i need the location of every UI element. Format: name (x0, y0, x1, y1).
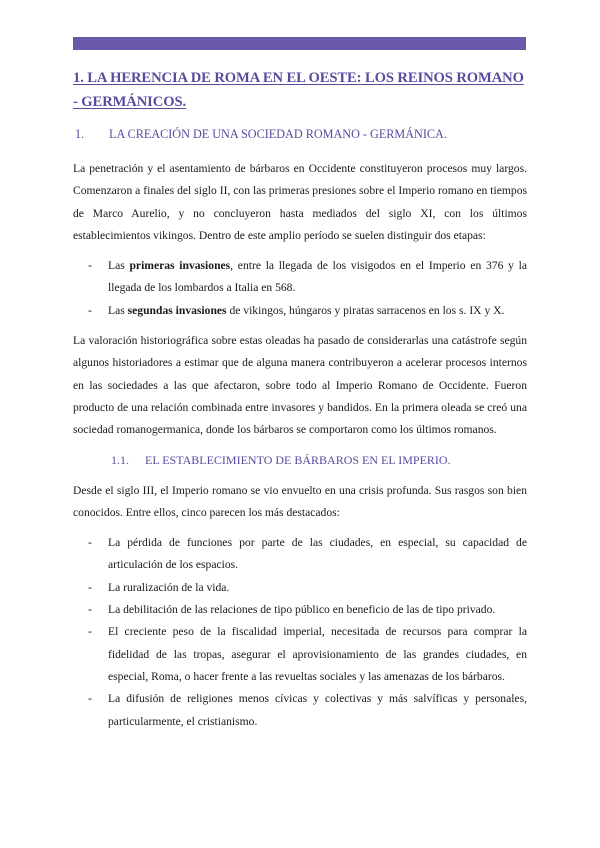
list-dash: - (88, 259, 92, 273)
list-item-text: La pérdida de funciones por parte de las ciudades, en especial, su capacidad de articulación de los espacios. (108, 536, 527, 572)
subsection-number: 1.1. (111, 452, 129, 467)
list-item (73, 688, 527, 733)
list-item-text: La debilitación de las relaciones de tipo público en beneficio de las de tipo privado. (108, 603, 496, 617)
list-dash: - (88, 625, 92, 639)
list-dash: - (88, 580, 92, 594)
list-item (73, 621, 527, 688)
document-page (73, 66, 527, 741)
list-dash: - (88, 303, 92, 317)
subsection-heading (73, 450, 527, 470)
list-item-text: El creciente peso de la fiscalidad imperial, necesitada de recursos para comprar la fidelidad de las tropas, asegurar el aprovisionamiento de las grandes ciudades, en especial, Roma, o hacer frente a las revueltas sociales y las amenazas de los bárbaros. (108, 625, 527, 683)
paragraph-crisis: Desde el siglo III, el Imperio romano se vio envuelto en una crisis profunda. Sus rasgos son bien conocidos. Entre ellos, cinco parecen los más destacados: (73, 483, 527, 519)
section-heading (73, 124, 527, 144)
list-item-text: , entre la llegada de los visigodos en el Imperio en 376 y la llegada de los lombardos a Italia en 568. (108, 259, 527, 295)
list-item (73, 255, 527, 300)
list-item (73, 577, 527, 599)
list-dash: - (88, 603, 92, 617)
list-item-bold: segundas invasiones (127, 303, 227, 317)
paragraph-intro: La penetración y el asentamiento de bárbaros en Occidente constituyeron procesos muy largos. Comenzaron a finales del siglo II, con las primeras presiones sobre el Imperio romano en tiempos de Marco Aurelio, y no concluyeron hasta mediados del siglo XI, con los últimos establecimientos vikingos. Dentro de este amplio período se suelen distinguir dos etapas: (73, 162, 527, 242)
list-item (73, 599, 527, 621)
features-list (73, 532, 527, 733)
list-item-text: La difusión de religiones menos cívicas y colectivas y más salvíficas y personales, particularmente, el cristianismo. (108, 692, 527, 728)
list-item (73, 300, 527, 322)
stages-list (73, 255, 527, 322)
subsection-title: EL ESTABLECIMIENTO DE BÁRBAROS EN EL IMPERIO. (145, 452, 451, 467)
section-title: LA CREACIÓN DE UNA SOCIEDAD ROMANO - GERMÁNICA. (109, 127, 447, 141)
list-item-text: Las (108, 259, 130, 273)
list-dash: - (88, 692, 92, 706)
paragraph-historiography: La valoración historiográfica sobre estas oleadas ha pasado de considerarlas una catástrofe según algunos historiadores a estimar que de alguna manera contribuyeron a acelerar procesos internos en las sociedades a las que afectaron, sobre todo al Imperio Romano de Occidente. Fueron producto de una relación combinada entre invasores y bandidos. En la primera oleada se creó una sociedad romanogermanica, donde los bárbaros se comportaron como los últimos romanos. (73, 334, 527, 437)
list-item-text: de vikingos, húngaros y piratas sarracenos en los s. IX y X. (226, 303, 505, 317)
list-item-bold: primeras invasiones (129, 259, 231, 273)
document-title: 1. LA HERENCIA DE ROMA EN EL OESTE: LOS REINOS ROMANO - GERMÁNICOS. (73, 70, 524, 110)
header-bar (73, 37, 526, 50)
list-dash: - (88, 536, 92, 550)
list-item-text: Las (108, 303, 128, 317)
section-number: 1. (75, 127, 85, 141)
list-item (73, 532, 527, 577)
list-item-text: La ruralización de la vida. (108, 580, 230, 594)
